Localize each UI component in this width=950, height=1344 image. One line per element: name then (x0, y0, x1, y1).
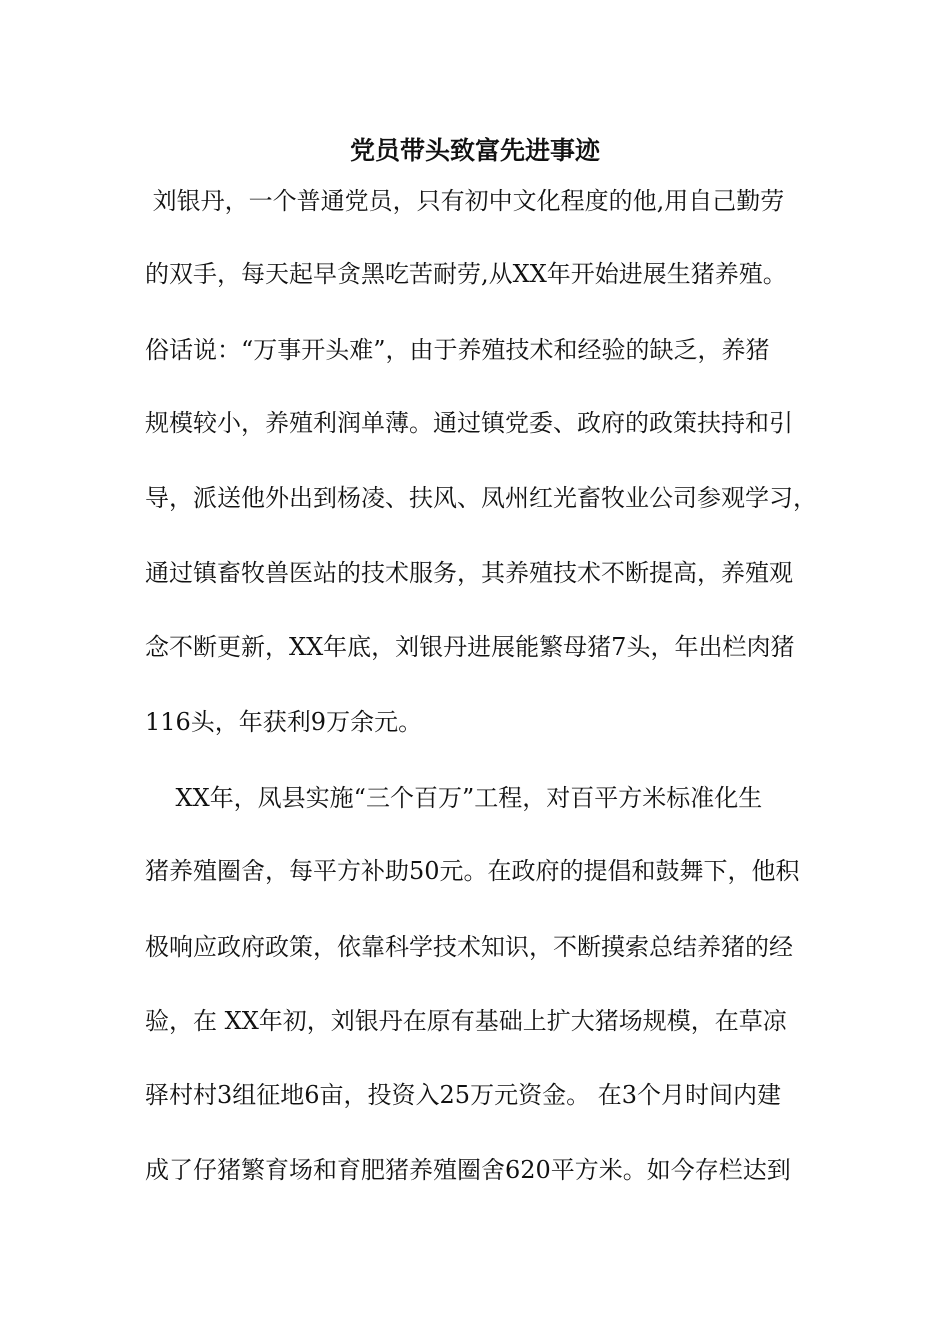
paragraph-line: 成了仔猪繁育场和育肥猪养殖圈舍620平方米。如今存栏达到 (145, 1156, 791, 1184)
paragraph-line: 猪养殖圈舍，每平方补助50元。在政府的提倡和鼓舞下，他积 (145, 857, 800, 885)
document-title: 党员带头致富先进事迹 (349, 136, 600, 165)
paragraph-line: 的双手，每天起早贪黑吃苦耐劳,从XX年开始进展生猪养殖。 (145, 260, 787, 288)
paragraph-line: 俗话说：“万事开头难”，由于养殖技术和经验的缺乏，养猪 (145, 336, 770, 364)
paragraph-line: 极响应政府政策，依靠科学技术知识，不断摸索总结养猪的经 (145, 933, 793, 961)
paragraph-line: 通过镇畜牧兽医站的技术服务，其养殖技术不断提高，养殖观 (145, 559, 793, 587)
paragraph-line: XX年，凤县实施“三个百万”工程，对百平方米标准化生 (145, 784, 763, 812)
paragraph-line: 刘银丹，一个普通党员，只有初中文化程度的他,用自己勤劳 (145, 187, 785, 215)
paragraph-line: 导，派送他外出到杨凌、扶风、凤州红光畜牧业公司参观学习， (145, 484, 817, 512)
paragraph-line: 规模较小，养殖利润单薄。通过镇党委、政府的政策扶持和引 (145, 409, 793, 437)
paragraph-line: 验，在 XX年初，刘银丹在原有基础上扩大猪场规模，在草凉 (145, 1007, 787, 1035)
paragraph-line: 116头，年获利9万余元。 (145, 708, 423, 736)
paragraph-line: 驿村村3组征地6亩，投资入25万元资金。 在3个月时间内建 (145, 1081, 781, 1109)
paragraph-line: 念不断更新，XX年底，刘银丹进展能繁母猪7头，年出栏肉猪 (145, 633, 795, 661)
